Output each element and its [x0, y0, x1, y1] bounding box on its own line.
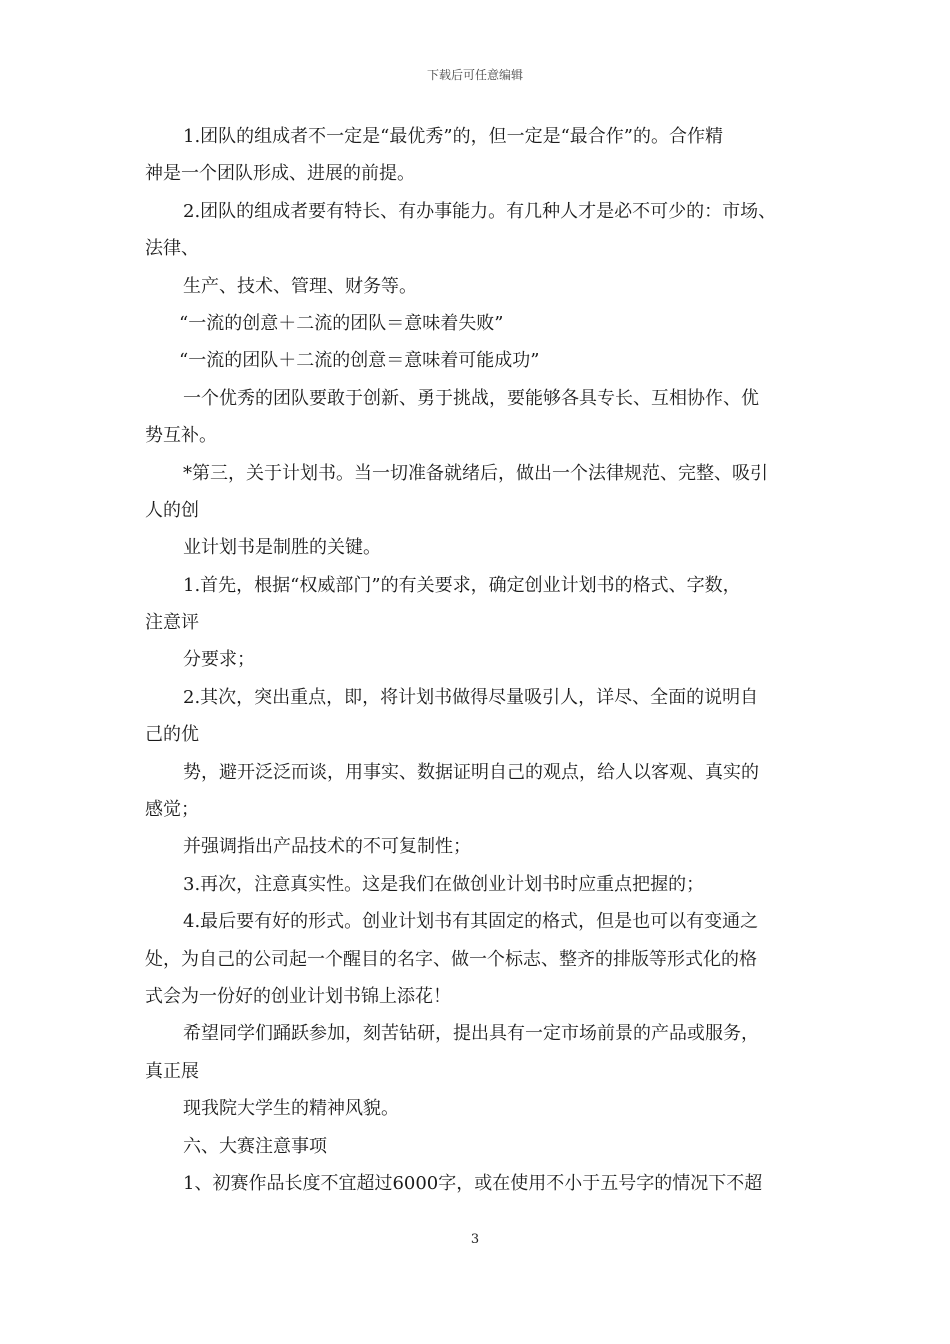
document-body — [145, 118, 825, 1202]
paragraph-line: *第三，关于计划书。当一切准备就绪后，做出一个法律规范、完整、吸引 — [183, 462, 768, 484]
quote-line: “一流的创意＋二流的团队＝意味着失败” — [179, 312, 504, 334]
paragraph-line: 并强调指出产品技术的不可复制性； — [183, 836, 471, 858]
paragraph-line: 处，为自己的公司起一个醒目的名字、做一个标志、整齐的排版等形式化的格 — [145, 948, 757, 970]
paragraph-line: 式会为一份好的创业计划书锦上添花！ — [145, 985, 451, 1007]
paragraph-line: 业计划书是制胜的关键。 — [183, 537, 381, 559]
paragraph-line: 2.其次，突出重点，即，将计划书做得尽量吸引人，详尽、全面的说明自 — [183, 686, 759, 708]
paragraph-line: 真正展 — [145, 1060, 199, 1082]
paragraph-line: 1.团队的组成者不一定是“最优秀”的，但一定是“最合作”的。合作精 — [183, 126, 723, 147]
paragraph-line: 4.最后要有好的形式。创业计划书有其固定的格式，但是也可以有变通之 — [183, 911, 759, 933]
paragraph-line: 2.团队的组成者要有特长、有办事能力。有几种人才是必不可少的：市场、 — [183, 200, 777, 222]
paragraph-line: 势，避开泛泛而谈，用事实、数据证明自己的观点，给人以客观、真实的 — [183, 761, 759, 783]
paragraph-line: 分要求； — [183, 649, 255, 671]
paragraph-line: 现我院大学生的精神风貌。 — [183, 1098, 399, 1120]
paragraph-line: 神是一个团队形成、进展的前提。 — [145, 163, 415, 185]
paragraph-line: 1、初赛作品长度不宜超过6000字，或在使用不小于五号字的情况下不超 — [183, 1172, 763, 1194]
paragraph-line: 1.首先，根据“权威部门”的有关要求，确定创业计划书的格式、字数， — [183, 574, 741, 596]
paragraph-line: 注意评 — [145, 612, 199, 634]
paragraph-line: 己的优 — [145, 724, 199, 746]
page-number: 3 — [470, 1232, 480, 1247]
page-header: 下载后可任意编辑 — [426, 68, 523, 82]
section-heading: 六、大赛注意事项 — [183, 1135, 327, 1157]
paragraph-line: 势互补。 — [145, 425, 217, 447]
paragraph-line: 希望同学们踊跃参加，刻苦钻研，提出具有一定市场前景的产品或服务， — [183, 1023, 759, 1045]
paragraph-line: 感觉； — [145, 799, 199, 821]
quote-line: “一流的团队＋二流的创意＝意味着可能成功” — [179, 350, 540, 372]
paragraph-line: 人的创 — [145, 499, 199, 521]
paragraph-line: 一个优秀的团队要敢于创新、勇于挑战，要能够各具专长、互相协作、优 — [183, 387, 759, 409]
paragraph-line: 3.再次，注意真实性。这是我们在做创业计划书时应重点把握的； — [183, 873, 705, 895]
paragraph-line: 生产、技术、管理、财务等。 — [183, 275, 417, 297]
paragraph-line: 法律、 — [145, 238, 199, 260]
